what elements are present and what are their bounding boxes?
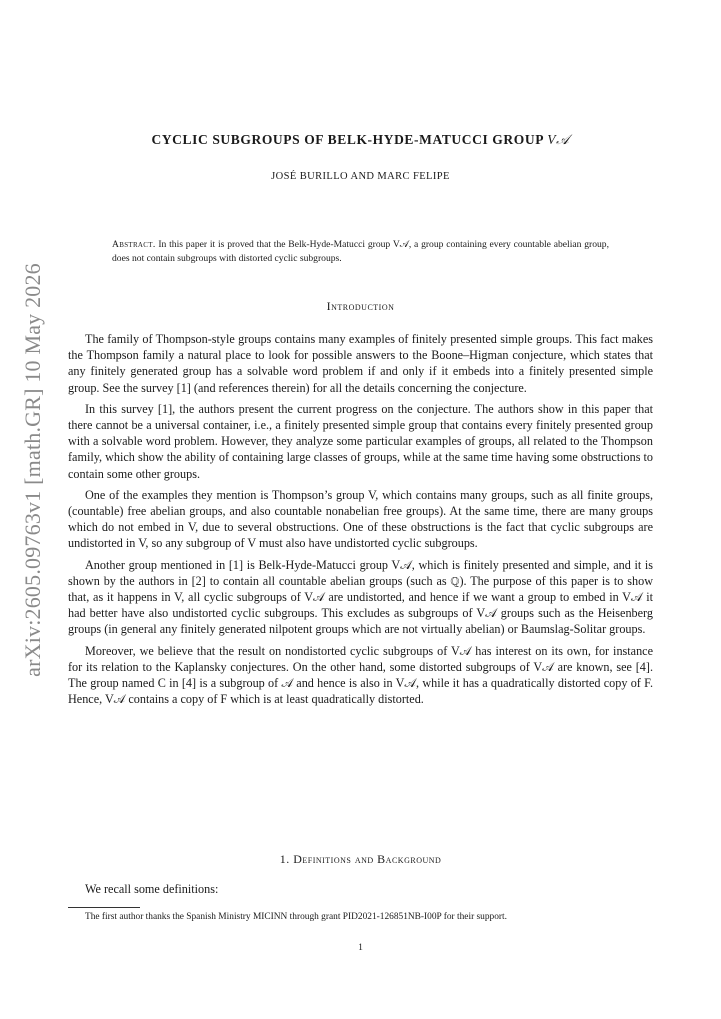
arxiv-identifier-text: arXiv:2605.09763v1 [math.GR] 10 May 2026	[20, 263, 46, 677]
page-number: 1	[358, 942, 363, 953]
arxiv-identifier-stamp	[18, 263, 48, 677]
paper-title	[68, 132, 653, 148]
section-heading-definitions: 1. Definitions and Background	[279, 852, 442, 866]
paragraph: In this survey [1], the authors present the current progress on the conjecture. The authors show in this paper that there cannot be a universal container, i.e., a finitely presented simple group that contains every finitely presented group with a solvable word problem. However, they analyze some particular examples of groups, all related to the Thompson family, which show the ability of containing large classes of groups, while at the same time having some obstructions to contain some other groups.	[68, 401, 653, 481]
footnote-rule	[68, 907, 140, 908]
abstract-label: Abstract.	[112, 239, 156, 250]
section-heading-introduction: Introduction	[326, 299, 395, 313]
paragraph: One of the examples they mention is Thompson’s group V, which contains many groups, such as all finite groups, (countable) free abelian groups, and also countable nonabelian free groups). At the same time, there are many groups which do not embed in V, due to several obstructions. One of these obstructions is the fact that cyclic subgroups are undistorted in V, so any subgroup of V must also have undistorted cyclic subgroups.	[68, 487, 653, 551]
footnote: The first author thanks the Spanish Ministry MICINN through grant PID2021-126851NB-I00P for their support.	[85, 912, 508, 922]
paper-authors: JOSÉ BURILLO AND MARC FELIPE	[271, 171, 450, 182]
paper-title-main: CYCLIC SUBGROUPS OF BELK-HYDE-MATUCCI GROUP	[151, 132, 548, 147]
introduction-body	[68, 331, 653, 712]
recall-line: We recall some definitions:	[85, 882, 219, 896]
paragraph: Another group mentioned in [1] is Belk-Hyde-Matucci group V𝒜, which is finitely presented and simple, and it is shown by the authors in [2] to contain all countable abelian groups (such as ℚ). The purpose of this paper is to show that, as it happens in V, all cyclic subgroups of V𝒜 are undistorted, and hence if we want a group to embed in V𝒜 it had better have also undistorted cyclic subgroups. This excludes as subgroups of V𝒜 groups such as the Heisenberg groups (in general any finitely generated nilpotent groups which are not virtually abelian) or Baumslag-Solitar groups.	[68, 557, 653, 637]
paragraph: The family of Thompson-style groups contains many examples of finitely presented simple groups. This fact makes the Thompson family a natural place to look for possible answers to the Boone–Higman conjecture, which states that any finitely generated group has a solvable word problem if and only if it embeds into a finitely presented simple group. See the survey [1] (and references therein) for all the details concerning the conjecture.	[68, 332, 653, 395]
abstract	[112, 238, 609, 266]
paper-title-group: V𝒜	[547, 132, 570, 147]
paragraph: Moreover, we believe that the result on nondistorted cyclic subgroups of V𝒜 has interest on its own, for instance for its relation to the Kaplansky conjectures. On the other hand, some distorted subgroups of V𝒜 are known, see [4]. The group named C in [4] is a subgroup of 𝒜 and hence is also in V𝒜, while it has a quadratically distorted copy of F. Hence, V𝒜 contains a copy of F which is at least quadratically distorted.	[68, 643, 653, 707]
abstract-text: In this paper it is proved that the Belk-Hyde-Matucci group V𝒜, a group containing every countable abelian group, does not contain subgroups with distorted cyclic subgroups.	[112, 239, 609, 264]
